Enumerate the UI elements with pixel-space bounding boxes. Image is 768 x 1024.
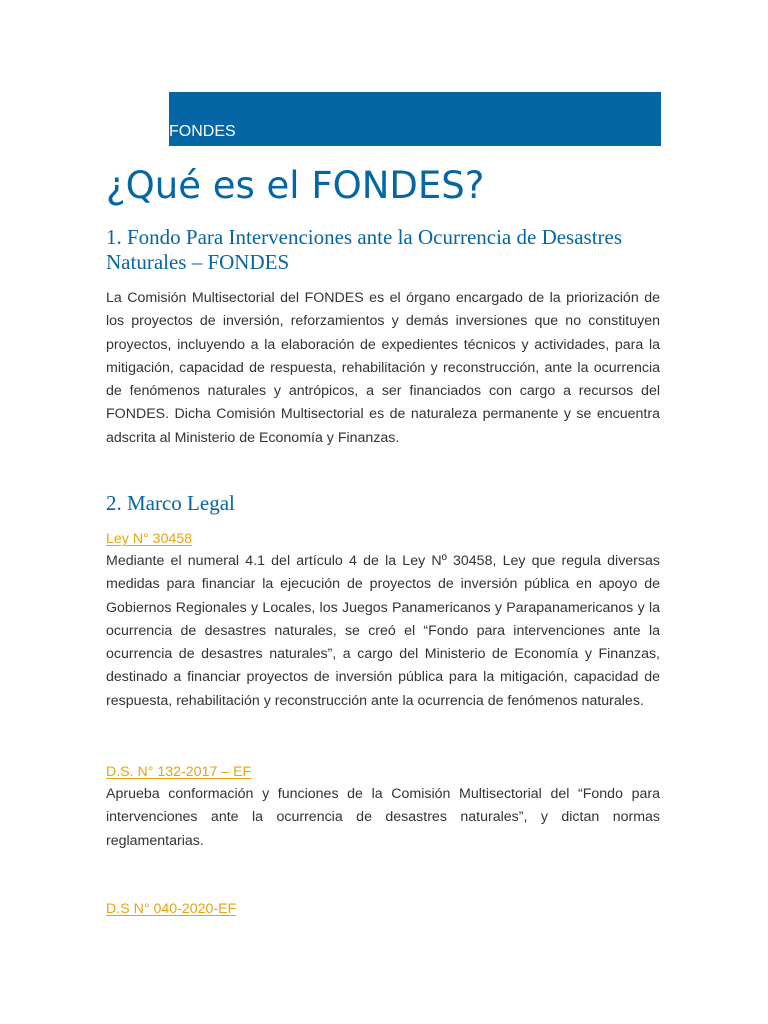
header-banner <box>169 92 661 146</box>
page-title: ¿Qué es el FONDES? <box>106 164 485 207</box>
section-paragraph-comision: La Comisión Multisectorial del FONDES es el órgano encargado de la priorización de los proyectos de inversión, reforzamientos y demás inversiones que no constituyen proyectos, incluyendo a la elaboración de expedientes técnicos y actividades, para la mitigación, capacidad de respuesta, rehabilitación y reconstrucción, ante la ocurrencia de fenómenos naturales y antrópicos, a ser financiados con cargo a recursos del FONDES. Dicha Comisión Multisectorial es de naturaleza permanente y se encuentra adscrita al Ministerio de Economía y Finanzas. <box>106 290 660 446</box>
link-ley-30458[interactable]: Ley N° 30458 <box>106 531 193 547</box>
section-heading-marco-legal: 2. Marco Legal <box>106 491 235 515</box>
link-ds-040-2020-ef[interactable]: D.S N° 040-2020-EF <box>106 901 237 917</box>
link-ds-132-2017-ef[interactable]: D.S. N° 132-2017 – EF <box>106 764 252 780</box>
paragraph-ley-30458: Mediante el numeral 4.1 del artículo 4 de la Ley Nº 30458, Ley que regula diversas medidas para financiar la ejecución de proyectos de inversión pública en apoyo de Gobiernos Regionales y Locales, los Juegos Panamericanos y Parapanamericanos y la ocurrencia de desastres naturales, se creó el “Fondo para intervenciones ante la ocurrencia de desastres naturales”, a cargo del Ministerio de Economía y Finanzas, destinado a financiar proyectos de inversión pública para la mitigación, capacidad de respuesta, rehabilitación y reconstrucción ante la ocurrencia de fenómenos naturales. <box>106 553 660 709</box>
banner-label: FONDES <box>169 123 236 140</box>
section-heading-fondes: 1. Fondo Para Intervenciones ante la Ocurrencia de Desastres Naturales – FONDES <box>106 225 623 274</box>
paragraph-ds-132-2017-ef: Aprueba conformación y funciones de la Comisión Multisectorial del “Fondo para intervenciones ante la ocurrencia de desastres naturales”, y dictan normas reglamentarias. <box>106 786 660 849</box>
